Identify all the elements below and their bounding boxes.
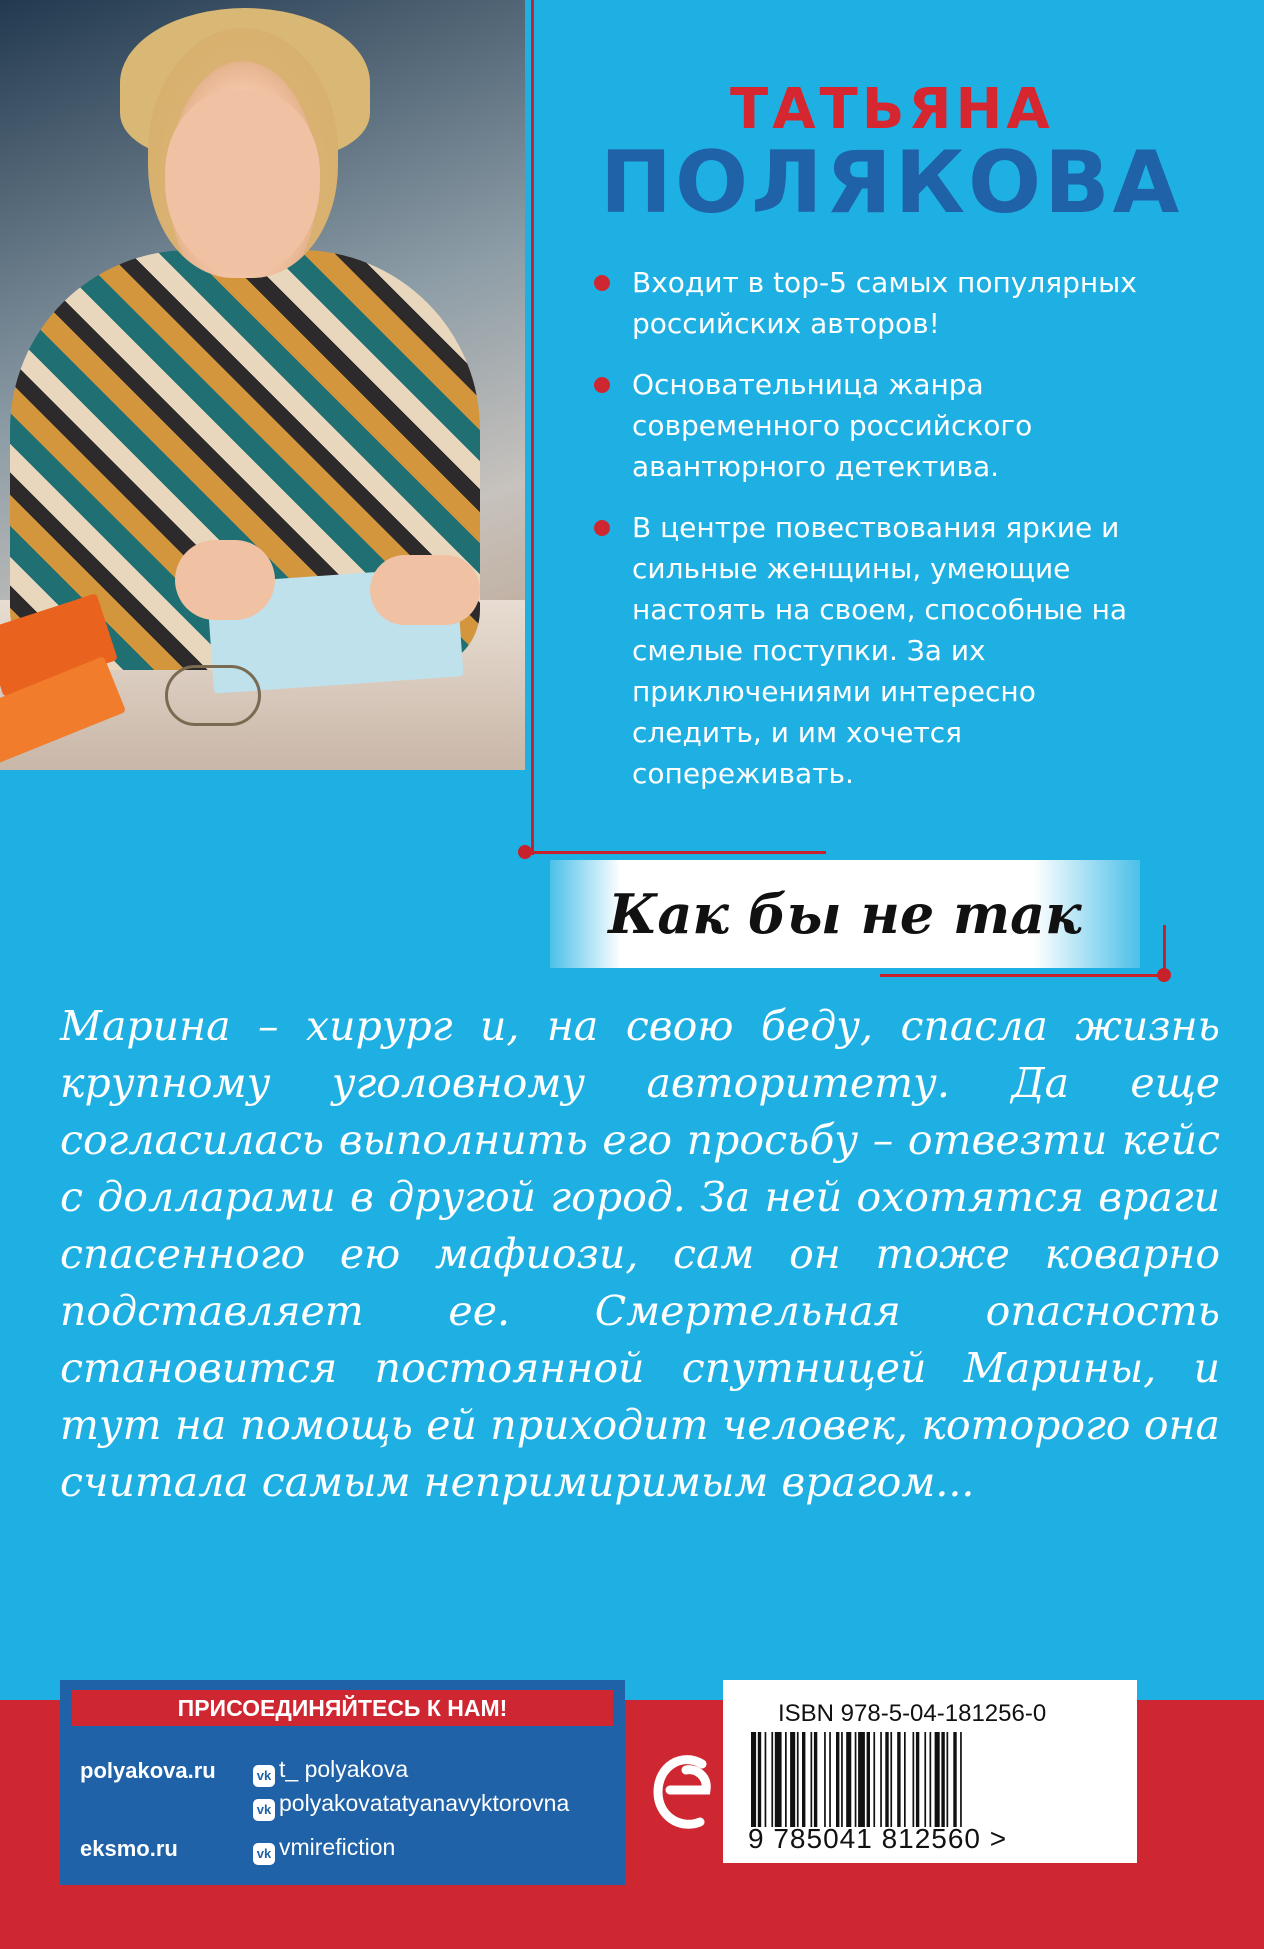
barcode-bar xyxy=(829,1732,831,1827)
frame-dot xyxy=(518,845,532,859)
barcode-bar xyxy=(913,1732,915,1827)
barcode-bar xyxy=(873,1732,875,1827)
vk-icon: vk xyxy=(253,1799,275,1821)
barcode-bar xyxy=(885,1732,888,1827)
book-blurb: Марина – хирург и, на свою беду, спасла жизнь крупному уголовному авторитету. Да еще согласилась выполнить его просьбу – отвезти кейс с долларами в другой город. За ней охотятся враги спасенного ею мафиози, сам он тоже коварно подставляет ее. Смертельная опасность становится постоянной спутницей Марины, и тут на помощь ей приходит человек, которого она считала самым непримиримым врагом... xyxy=(60,1002,1220,1506)
barcode-bar xyxy=(867,1732,870,1827)
barcode-bar xyxy=(824,1732,826,1827)
barcode-bar xyxy=(846,1732,851,1827)
eksmo-logo-icon xyxy=(652,1752,718,1832)
join-us-box xyxy=(60,1680,625,1885)
barcode-bar xyxy=(890,1732,892,1827)
barcode-bar xyxy=(935,1732,940,1827)
vk-link-polyakovatatyanavyktorovna[interactable]: vk polyakovatatyanavyktorovna xyxy=(253,1790,569,1821)
isbn-barcode xyxy=(723,1680,1137,1863)
frame-dot-right xyxy=(1157,968,1171,982)
vk-link-t-polyakova[interactable]: vk t_ polyakova xyxy=(253,1756,408,1787)
barcode-bar xyxy=(785,1732,787,1827)
barcode-bar xyxy=(814,1732,817,1827)
barcode-bar xyxy=(797,1732,799,1827)
barcode-digits: 9 785041 812560 > xyxy=(748,1823,1008,1854)
highlight-item: Входит в top-5 самых популярных российских авторов! xyxy=(590,262,1150,344)
barcode-bar xyxy=(916,1732,919,1827)
book-title-banner xyxy=(550,860,1140,968)
bullet-dot-icon xyxy=(594,275,610,291)
barcode-bar xyxy=(802,1732,805,1827)
barcode-bar xyxy=(775,1732,782,1827)
barcode-bar xyxy=(960,1732,962,1827)
barcode-bar xyxy=(897,1732,900,1827)
barcode-bar xyxy=(880,1732,882,1827)
site-link-eksmo[interactable]: eksmo.ru xyxy=(80,1836,178,1861)
highlight-item: Основательница жанра современного российского авантюрного детектива. xyxy=(590,364,1150,487)
barcode-bar xyxy=(904,1732,906,1827)
site-link-polyakova[interactable]: polyakova.ru xyxy=(80,1758,216,1783)
barcode-bar xyxy=(858,1732,865,1827)
author-last-name: ПОЛЯКОВА xyxy=(600,133,1183,233)
highlight-item: В центре повествования яркие и сильные женщины, умеющие настоять на своем, способные на смелые поступки. За их приключениями интересно следить, и им хочется сопереживать. xyxy=(590,507,1150,794)
barcode-bar xyxy=(941,1732,944,1827)
barcode-bar xyxy=(836,1732,839,1827)
frame-line-vertical xyxy=(531,0,534,855)
vk-link-vmirefiction[interactable]: vk vmirefiction xyxy=(253,1834,395,1865)
barcode-bar xyxy=(758,1732,761,1827)
bullet-dot-icon xyxy=(594,520,610,536)
vk-icon: vk xyxy=(253,1843,275,1865)
barcode-bar xyxy=(771,1732,773,1827)
join-heading: ПРИСОЕДИНЯЙТЕСЬ К НАМ! xyxy=(72,1690,613,1726)
barcode-bar xyxy=(811,1732,813,1827)
barcode-bar xyxy=(953,1732,956,1827)
vk-icon: vk xyxy=(253,1765,275,1787)
barcode-bar xyxy=(855,1732,857,1827)
barcode-bar xyxy=(947,1732,949,1827)
author-first-name: ТАТЬЯНА xyxy=(730,77,1054,142)
frame-line-right-horizontal xyxy=(880,974,1166,977)
barcode-bar xyxy=(924,1732,926,1827)
author-photo xyxy=(0,0,525,770)
author-highlights xyxy=(590,262,1150,814)
frame-line-horizontal xyxy=(526,851,826,854)
barcode-bar xyxy=(751,1732,756,1827)
barcode-bars xyxy=(751,1732,1111,1827)
barcode-bar xyxy=(790,1732,795,1827)
bullet-dot-icon xyxy=(594,377,610,393)
barcode-bar xyxy=(765,1732,767,1827)
barcode-bar xyxy=(930,1732,932,1827)
isbn-number: ISBN 978-5-04-181256-0 xyxy=(778,1700,1047,1727)
barcode-bar xyxy=(841,1732,843,1827)
book-title: Как бы не так xyxy=(608,882,1082,946)
